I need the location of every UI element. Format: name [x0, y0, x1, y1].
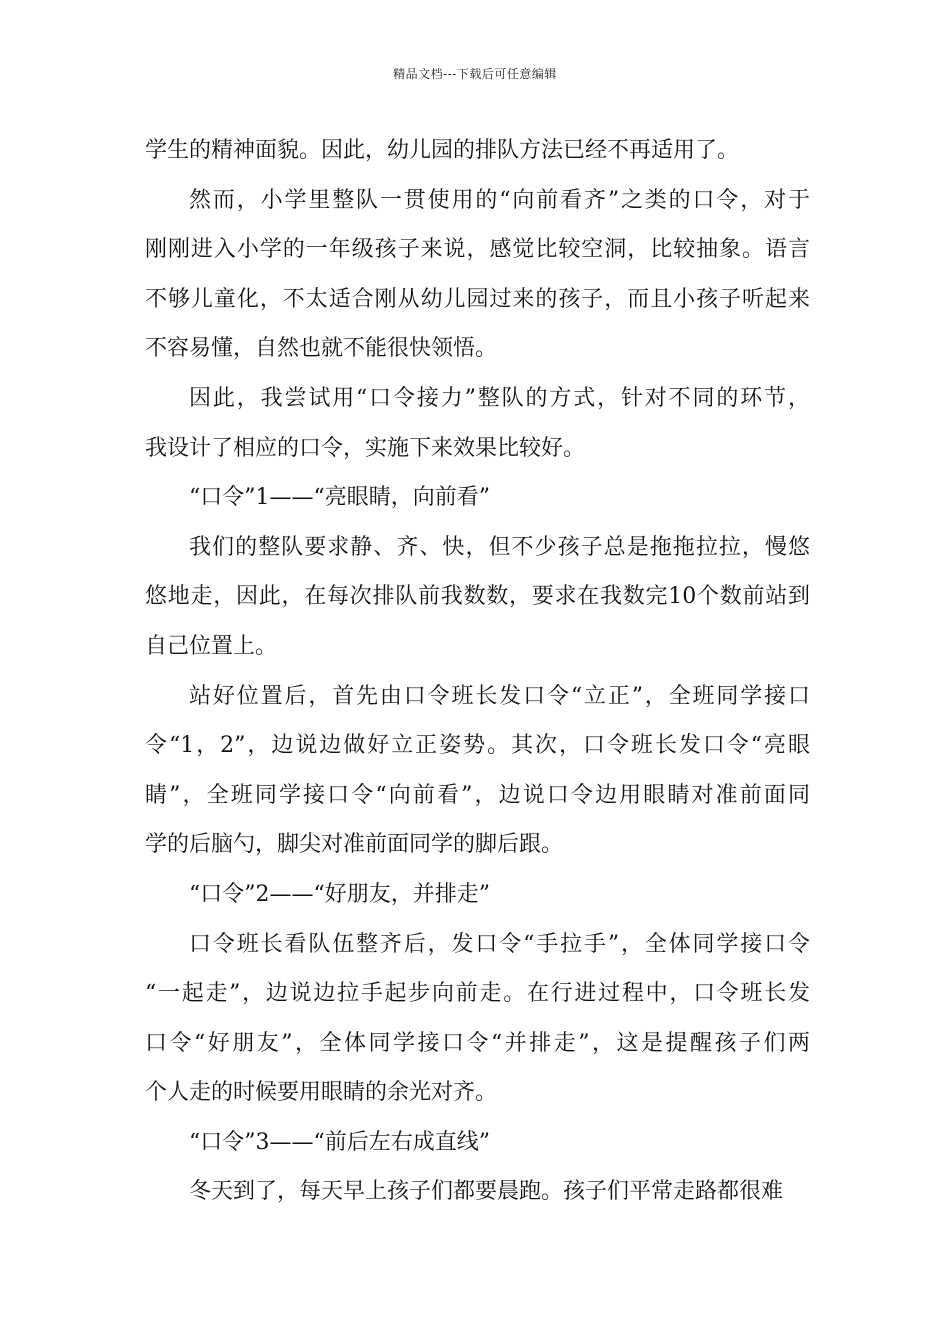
- text-line: 站好位置后，首先由口令班长发口令“立正”，全班同学接口: [189, 683, 810, 709]
- page-header: 精品文档---下载后可任意编辑: [393, 67, 557, 81]
- text-line: 因此，我尝试用“口令接力”整队的方式，针对不同的环节，: [189, 385, 810, 411]
- text-line: 口令“好朋友”，全体同学接口令“并排走”，这是提醒孩子们两: [145, 1030, 810, 1056]
- section-heading: “口令”3——“前后左右成直线”: [189, 1129, 490, 1155]
- text-line: 不够儿童化，不太适合刚从幼儿园过来的孩子，而且小孩子听起来: [145, 286, 810, 312]
- text-line: 个人走的时候要用眼睛的余光对齐。: [145, 1080, 498, 1106]
- text-line: 不容易懂，自然也就不能很快领悟。: [145, 336, 498, 362]
- text-line: 我们的整队要求静、齐、快，但不少孩子总是拖拖拉拉，慢悠: [189, 534, 810, 560]
- text-line: 令“1，2”，边说边做好立正姿势。其次，口令班长发口令“亮眼: [145, 733, 810, 759]
- text-line: 悠地走，因此，在每次排队前我数数，要求在我数完10个数前站到: [145, 584, 810, 610]
- section-heading: “口令”2——“好朋友，并排走”: [189, 881, 490, 907]
- text-line: 我设计了相应的口令，实施下来效果比较好。: [145, 435, 586, 461]
- text-line: “一起走”，边说边拉手起步向前走。在行进过程中，口令班长发: [145, 981, 810, 1007]
- section-heading: “口令”1——“亮眼睛，向前看”: [189, 485, 490, 511]
- document-body: [145, 126, 810, 1217]
- text-line: 自己位置上。: [145, 633, 278, 659]
- text-line: 冬天到了，每天早上孩子们都要晨跑。孩子们平常走路都很难: [189, 1179, 784, 1205]
- text-line: 然而，小学里整队一贯使用的“向前看齐”之类的口令，对于: [189, 187, 810, 213]
- text-line: 口令班长看队伍整齐后，发口令“手拉手”，全体同学接口令: [189, 931, 810, 957]
- text-line: 刚刚进入小学的一年级孩子来说，感觉比较空洞，比较抽象。语言: [145, 237, 810, 263]
- text-line: 学的后脑勺，脚尖对准前面同学的脚后跟。: [145, 832, 564, 858]
- text-line: 睛”，全班同学接口令“向前看”，边说口令边用眼睛对准前面同: [145, 782, 810, 808]
- text-line: 学生的精神面貌。因此，幼儿园的排队方法已经不再适用了。: [145, 138, 740, 163]
